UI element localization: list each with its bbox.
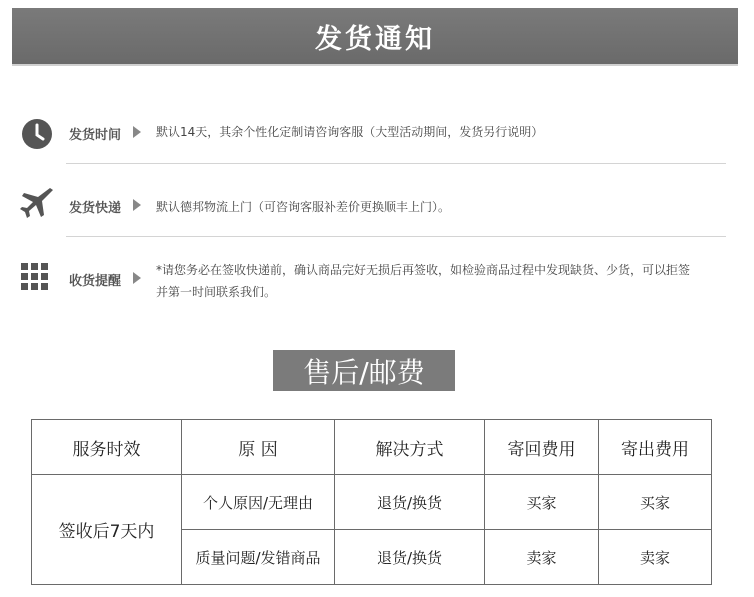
divider <box>66 163 726 164</box>
table-cell: 个人原因/无理由 <box>182 475 335 530</box>
table-header-cell: 服务时效 <box>32 420 182 475</box>
receipt-reminder-text: *请您务必在签收快递前，确认商品完好无损后再签收，如检验商品过程中发现缺货、少货，可以拒签并第一时间联系我们。 <box>156 263 691 299</box>
clock-icon <box>20 117 54 151</box>
header-banner <box>12 8 738 66</box>
shipping-time-text: 默认14天，其余个性化定制请咨询客服（大型活动期间，发货另行说明） <box>156 125 544 139</box>
courier-label: 发货快递 <box>69 201 122 216</box>
table-cell: 退货/换货 <box>335 530 485 585</box>
arrow-right-icon <box>133 272 141 284</box>
table-cell: 买家 <box>599 475 712 530</box>
after-sales-table <box>31 419 712 585</box>
table-cell: 卖家 <box>599 530 712 585</box>
table-header-row <box>32 420 712 475</box>
table-row <box>32 475 712 530</box>
table-cell: 质量问题/发错商品 <box>182 530 335 585</box>
arrow-right-icon <box>133 126 141 138</box>
table-cell: 退货/换货 <box>335 475 485 530</box>
page-title: 发货通知 <box>315 23 435 55</box>
timeframe-cell: 签收后7天内 <box>32 475 182 585</box>
divider <box>66 236 726 237</box>
shipping-time-label: 发货时间 <box>69 128 122 143</box>
table-header-cell: 原 因 <box>182 420 335 475</box>
arrow-right-icon <box>133 199 141 211</box>
table-header-cell: 解决方式 <box>335 420 485 475</box>
courier-text: 默认德邦物流上门（可咨询客服补差价更换顺丰上门）。 <box>156 200 451 214</box>
table-cell: 买家 <box>485 475 599 530</box>
table-cell: 卖家 <box>485 530 599 585</box>
table-header-cell: 寄出费用 <box>599 420 712 475</box>
section-title: 售后/邮费 <box>273 350 455 391</box>
receipt-reminder-label: 收货提醒 <box>69 274 122 289</box>
table-header-cell: 寄回费用 <box>485 420 599 475</box>
grid-icon <box>20 262 50 292</box>
airplane-icon <box>20 185 54 219</box>
